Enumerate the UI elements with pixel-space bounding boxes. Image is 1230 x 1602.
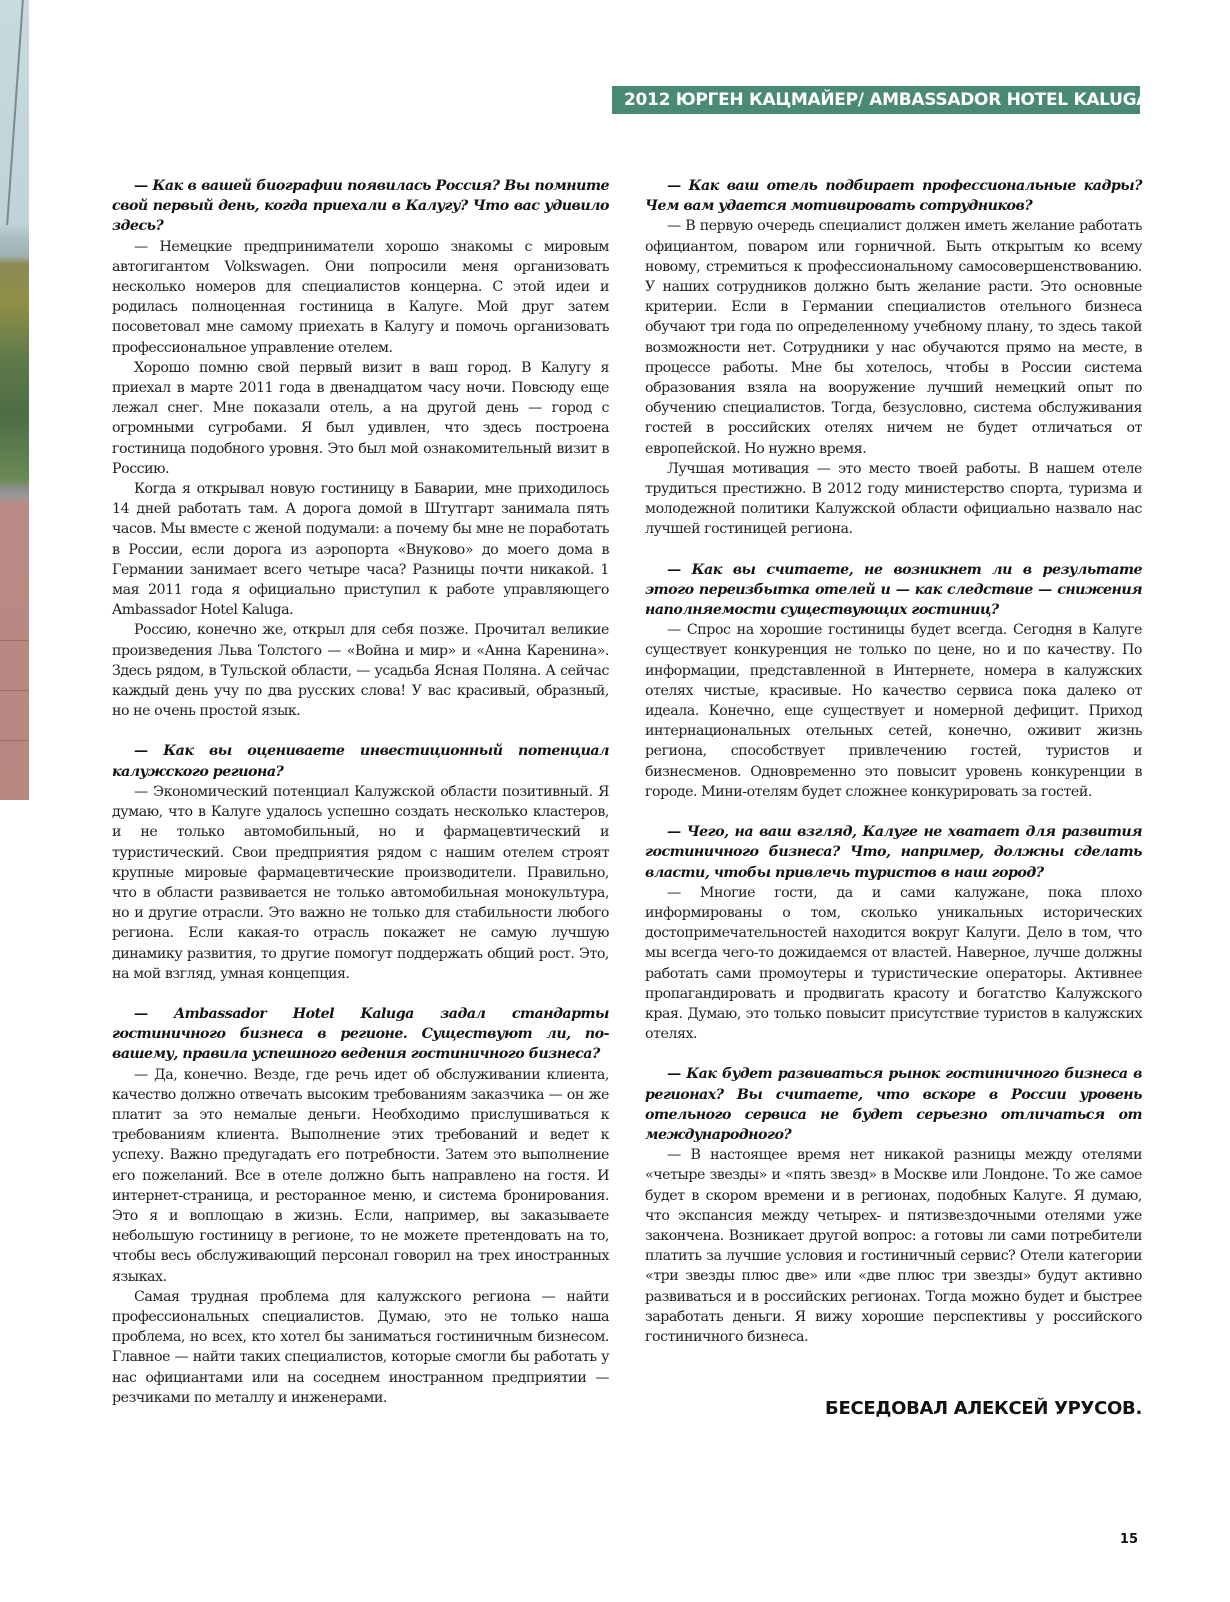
- interview-question: — Как вы оцениваете инвестиционный потенциал калужского региона?: [112, 743, 609, 780]
- interview-answer: — В первую очередь специалист должен иметь желание работать официантом, поваром или горничной. Быть открытым ко всему новому, стремиться к профессиональному самосовершенствованию. У наших сотрудников должно быть желание расти. Это основные критерии. Если в Германии специалистов отельного бизнеса обучают три года по определенному учебному плану, то здесь такой возможности нет. Сотрудники у нас обучаются прямо на месте, в процессе работы. Мне бы хотелось, чтобы в России система образования взяла на вооружение лучший немецкий опыт по обучению специалистов. Тогда, безусловно, система обслуживания гостей в российских отелях ничем не будет отличаться от европейской. Но нужно время.: [645, 218, 1142, 457]
- interview-answer: Самая трудная проблема для калужского региона — найти профессиональных специалистов. Думаю, это не только наша проблема, но всех, кто хотел бы заниматься гостиничным бизнесом. Главное — найти таких специалистов, которые смогли бы работать у нас официантами или на соседнем иностранном предприятии — резчиками по металлу и инженерами.: [112, 1288, 609, 1406]
- paving-line: [0, 640, 29, 641]
- interview-answer: — Спрос на хорошие гостиницы будет всегда. Сегодня в Калуге существует конкуренция не только по цене, но и по качеству. По информации, представленной в Интернете, номера в калужских отелях чистые, красивые. Но качество сервиса пока далеко от идеала. Конечно, еще существует и номерной дефицит. Приход интернациональных отельных сетей, конечно, оживит жизнь региона, способствует привлечению гостей, туристов и бизнесменов. Одновременно это повысит уровень конкуренции в городе. Мини-отелям будет сложнее конкурировать за гостей.: [645, 622, 1142, 800]
- interview-question: — Ambassador Hotel Kaluga задал стандарты гостиничного бизнеса в регионе. Существуют ли, по-вашему, правила успешного ведения гостиничного бизнеса?: [112, 1005, 609, 1063]
- interview-question: — Как в вашей биографии появилась Россия? Вы помните свой первый день, когда приехали в Калугу? Что вас удивило здесь?: [112, 178, 609, 235]
- section-header-bar: 2012 ЮРГЕН КАЦМАЙЕР/ AMBASSADOR HOTEL KALUGA: [612, 86, 1140, 114]
- left-column: [112, 176, 609, 1408]
- interview-answer: Лучшая мотивация — это место твоей работы. В нашем отеле трудиться престижно. В 2012 году министерство спорта, туризма и молодежной политики Калужской области официально назвало нас лучшей гостиницей региона.: [645, 460, 1142, 538]
- interview-question: — Как ваш отель подбирает профессиональные кадры? Чем вам удается мотивировать сотрудников?: [645, 178, 1142, 215]
- hotel-photo-edge: [0, 0, 29, 800]
- author-signature: БЕСЕДОВАЛ АЛЕКСЕЙ УРУСОВ.: [825, 1398, 1142, 1419]
- right-column: [645, 176, 1142, 1347]
- interview-question: — Чего, на ваш взгляд, Калуге не хватает для развития гостиничного бизнеса? Что, например, должны сделать власти, чтобы привлечь туристов в наш город?: [645, 824, 1142, 881]
- interview-answer: — Да, конечно. Везде, где речь идет об обслуживании клиента, качество должно отвечать высоким требованиям заказчика — он же платит за это немалые деньги. Необходимо прислушиваться к требованиям клиента. Выполнение этих требований и ведет к успеху. Важно предугадать его потребности. Затем это выполнение его пожеланий. Все в отеле должно быть направлено на гостя. И интернет-страница, и ресторанное меню, и система бронирования. Это я и воплощаю в жизнь. Если, например, вы заказываете небольшую гостиницу в регионе, то не можете претендовать на то, чтобы весь обслуживающий персонал говорил на трех иностранных языках.: [112, 1066, 609, 1285]
- interview-question: — Как будет развиваться рынок гостиничного бизнеса в регионах? Вы считаете, что вскоре в России уровень отельного сервиса не будет серьезно отличаться от международного?: [645, 1066, 1142, 1143]
- interview-answer: Хорошо помню свой первый визит в ваш город. В Калугу я приехал в марте 2011 года в двенадцатом часу ночи. Повсюду еще лежал снег. Мне показали отель, а на другой день — город с огромными сугробами. Я был удивлен, что здесь построена гостиница подобного уровня. Это был мой ознакомительный визит в Россию.: [112, 359, 609, 477]
- interview-answer: — Немецкие предприниматели хорошо знакомы с мировым автогигантом Volkswagen. Они попросили меня организовать несколько номеров для специалистов концерна. С этой идеи и родилась полноценная гостиница в Калуге. Мой друг затем посоветовал мне самому приехать в Калугу и помочь организовать профессиональное управление отелем.: [112, 238, 609, 356]
- interview-answer: Когда я открывал новую гостиницу в Баварии, мне приходилось 14 дней работать там. А дорога домой в Штутгарт занимала пять часов. Мы вместе с женой подумали: а почему бы мне не поработать в России, если дорога из аэропорта «Внуково» до моего дома в Германии занимает всего четыре часа? Разницы почти никакой. 1 мая 2011 года я официально приступил к работе управляющего Ambassador Hotel Kaluga.: [112, 481, 609, 619]
- interview-answer: — В настоящее время нет никакой разницы между отелями «четыре звезды» и «пять звезд» в Москве или Лондоне. То же самое будет в скором времени и в регионах, подобных Калуге. Я думаю, что экспансия между четырех- и пятизвездочными отелями уже закончена. Возникает другой вопрос: а готовы ли сами потребители платить за лучшие условия и гостиничный сервис? Отели категории «три звезды плюс две» или «две плюс три звезды» будут активно развиваться и в российских регионах. Тогда можно будет и быстрее заработать деньги. Я вижу хорошие перспективы у российского гостиничного бизнеса.: [645, 1147, 1142, 1345]
- interview-question: — Как вы считаете, не возникнет ли в результате этого переизбытка отелей и — как следствие — снижения наполняемости существующих гостиниц?: [645, 561, 1142, 619]
- paving-line: [0, 740, 29, 741]
- interview-answer: Россию, конечно же, открыл для себя позже. Прочитал великие произведения Льва Толстого — «Война и мир» и «Анна Каренина». Здесь рядом, в Тульской области, — усадьба Ясная Поляна. А сейчас каждый день учу по два русских слова! У вас красивый, образный, но не очень простой язык.: [112, 622, 609, 720]
- interview-answer: — Экономический потенциал Калужской области позитивный. Я думаю, что в Калуге удалось успешно создать несколько кластеров, и не только автомобильный, но и фармацевтический и туристический. Свои предприятия рядом с нашим отелем строят крупные мировые фармацевтические производители. Правильно, что в области развивается не только автомобильная монокультура, но и другие отрасли. Это важно не только для стабильности любого региона. Если какая-то отрасль покажет не самую лучшую динамику развития, то другие помогут поддержать общий рост. Это, на мой взгляд, умная концепция.: [112, 783, 609, 982]
- interview-answer: — Многие гости, да и сами калужане, пока плохо информированы о том, сколько уникальных исторических достопримечательностей находится вокруг Калуги. Дело в том, что мы всегда чего-то дожидаемся от властей. Наверное, лучше должны работать сами промоутеры и туристические операторы. Активнее пропагандировать и продвигать красоту и богатство Калужского края. Думаю, это только повысит присутствие туристов в калужских отелях.: [645, 884, 1142, 1043]
- page-number: 15: [1119, 1532, 1138, 1547]
- paving-line: [0, 690, 29, 691]
